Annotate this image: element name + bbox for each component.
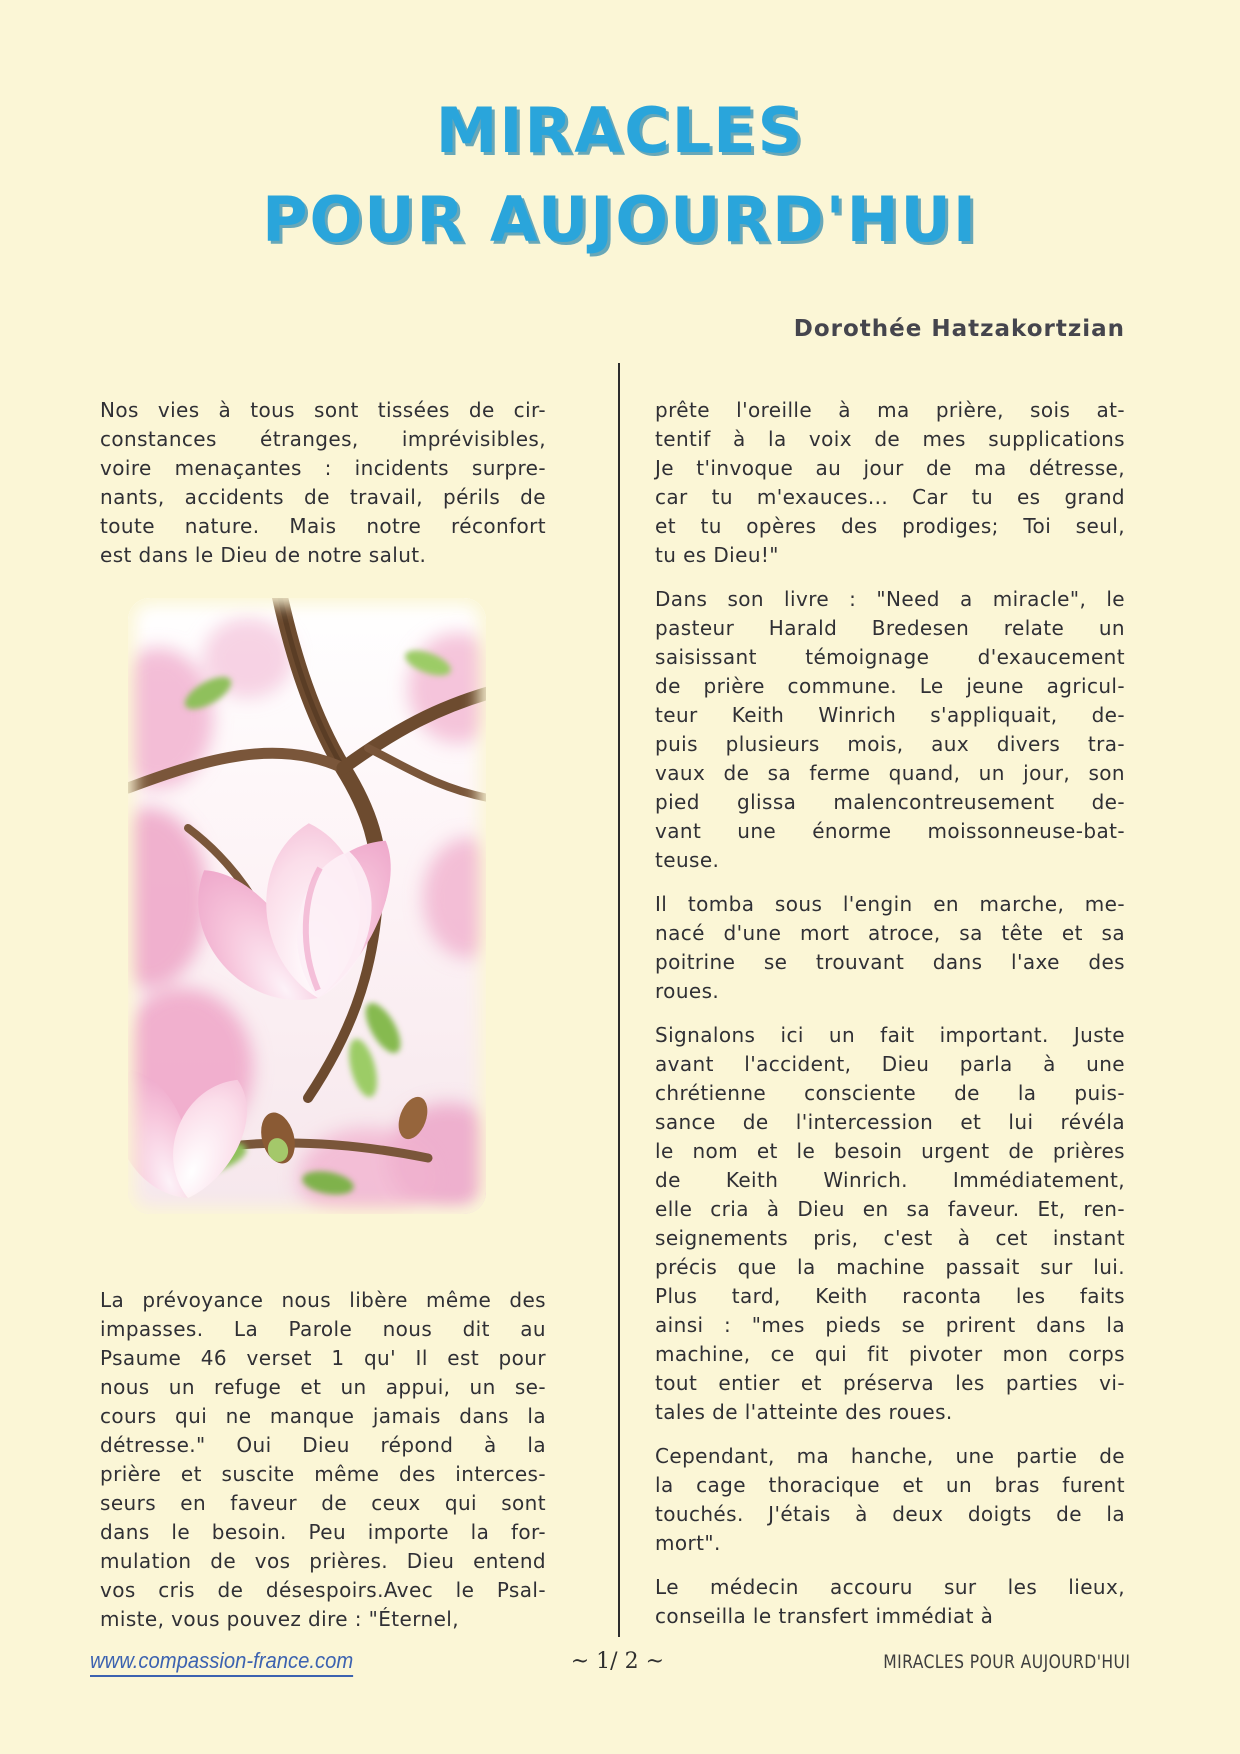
text-line: teuse. bbox=[655, 848, 720, 872]
text-line: roues. bbox=[655, 979, 720, 1003]
text-line: le nom et le besoin urgent de prières bbox=[655, 1139, 1125, 1163]
page-title-line-1: MIRACLES bbox=[435, 94, 805, 167]
text-line: miste, vous pouvez dire : "Éternel, bbox=[100, 1607, 459, 1631]
paragraph bbox=[655, 890, 1125, 1006]
text-line: Nos vies à tous sont tissées de cir- bbox=[100, 398, 546, 422]
text-line: Le médecin accouru sur les lieux, bbox=[655, 1575, 1125, 1599]
text-line: de Keith Winrich. Immédiatement, bbox=[655, 1168, 1125, 1192]
author-name: Dorothée Hatzakortzian bbox=[793, 316, 1125, 342]
text-line: car tu m'exauces... Car tu es grand bbox=[655, 485, 1125, 509]
page-title bbox=[0, 86, 1240, 264]
text-line: machine, ce qui fit pivoter mon corps bbox=[655, 1342, 1125, 1366]
text-line: Psaume 46 verset 1 qu' Il est pour bbox=[100, 1346, 546, 1370]
text-line: constances étranges, imprévisibles, bbox=[100, 427, 546, 451]
text-line: prière et suscite même des interces- bbox=[100, 1462, 546, 1486]
text-line: La prévoyance nous libère même des bbox=[100, 1288, 546, 1312]
text-line: vaux de sa ferme quand, un jour, son bbox=[655, 761, 1125, 785]
paragraph bbox=[655, 585, 1125, 875]
text-line: et tu opères des prodiges; Toi seul, bbox=[655, 514, 1125, 538]
text-line: seignements pris, c'est à cet instant bbox=[655, 1226, 1125, 1250]
column-divider bbox=[618, 363, 620, 1637]
left-column bbox=[100, 396, 546, 1634]
text-line: pied glissa malencontreusement de- bbox=[655, 790, 1125, 814]
text-line: mulation de vos prières. Dieu entend bbox=[100, 1549, 546, 1573]
text-line: seurs en faveur de ceux qui sont bbox=[100, 1491, 546, 1515]
text-line: tales de l'atteinte des roues. bbox=[655, 1400, 953, 1424]
magnolia-photo-illustration bbox=[128, 598, 486, 1214]
paragraph bbox=[655, 396, 1125, 570]
text-line: poitrine se trouvant dans l'axe des bbox=[655, 950, 1125, 974]
text-line: vos cris de désespoirs.Avec le Psal- bbox=[100, 1578, 546, 1602]
text-line: pasteur Harald Bredesen relate un bbox=[655, 616, 1125, 640]
website-link[interactable]: www.compassion-france.com bbox=[90, 1648, 353, 1677]
left-paragraph-1 bbox=[100, 396, 546, 570]
text-line: la cage thoracique et un bras furent bbox=[655, 1473, 1125, 1497]
right-column bbox=[655, 396, 1125, 1631]
paragraph bbox=[655, 1442, 1125, 1558]
text-line: détresse." Oui Dieu répond à la bbox=[100, 1433, 546, 1457]
text-line: de prière commune. Le jeune agricul- bbox=[655, 674, 1125, 698]
text-line: Signalons ici un fait important. Juste bbox=[655, 1023, 1125, 1047]
text-line: puis plusieurs mois, aux divers tra- bbox=[655, 732, 1125, 756]
page-indicator: ~ 1/ 2 ~ bbox=[570, 1649, 665, 1674]
text-line: mort". bbox=[655, 1531, 721, 1555]
paragraph bbox=[655, 1573, 1125, 1631]
left-paragraph-2 bbox=[100, 1286, 546, 1634]
text-line: nous un refuge et un appui, un se- bbox=[100, 1375, 546, 1399]
text-line: avant l'accident, Dieu parla à une bbox=[655, 1052, 1125, 1076]
text-line: saisissant témoignage d'exaucement bbox=[655, 645, 1125, 669]
text-line: vant une énorme moissonneuse-bat- bbox=[655, 819, 1125, 843]
text-line: Dans son livre : "Need a miracle", le bbox=[655, 587, 1125, 611]
text-line: ainsi : "mes pieds se prirent dans la bbox=[655, 1313, 1125, 1337]
footer bbox=[90, 1648, 1130, 1677]
running-title-footer: MIRACLES POUR AUJOURD'HUI bbox=[882, 1651, 1130, 1673]
text-line: précis que la machine passait sur lui. bbox=[655, 1255, 1125, 1279]
text-line: prête l'oreille à ma prière, sois at- bbox=[655, 398, 1125, 422]
text-line: Il tomba sous l'engin en marche, me- bbox=[655, 892, 1125, 916]
text-line: elle cria à Dieu en sa faveur. Et, ren- bbox=[655, 1197, 1125, 1221]
text-line: tout entier et préserva les parties vi- bbox=[655, 1371, 1125, 1395]
text-line: voire menaçantes : incidents surpre- bbox=[100, 456, 546, 480]
text-line: impasses. La Parole nous dit au bbox=[100, 1317, 546, 1341]
magnolia-photo bbox=[128, 598, 486, 1214]
text-line: dans le besoin. Peu importe la for- bbox=[100, 1520, 546, 1544]
text-line: teur Keith Winrich s'appliquait, de- bbox=[655, 703, 1125, 727]
text-line: Cependant, ma hanche, une partie de bbox=[655, 1444, 1125, 1468]
paragraph bbox=[655, 1021, 1125, 1427]
text-line: cours qui ne manque jamais dans la bbox=[100, 1404, 546, 1428]
text-line: touchés. J'étais à deux doigts de la bbox=[655, 1502, 1125, 1526]
text-line: Je t'invoque au jour de ma détresse, bbox=[655, 456, 1125, 480]
page-title-line-2: POUR AUJOURD'HUI bbox=[262, 183, 978, 256]
text-line: sance de l'intercession et lui révéla bbox=[655, 1110, 1125, 1134]
text-line: tentif à la voix de mes supplications bbox=[655, 427, 1125, 451]
text-line: tu es Dieu!" bbox=[655, 543, 779, 567]
text-line: nacé d'une mort atroce, sa tête et sa bbox=[655, 921, 1125, 945]
text-line: est dans le Dieu de notre salut. bbox=[100, 543, 427, 567]
text-line: nants, accidents de travail, périls de bbox=[100, 485, 546, 509]
text-line: conseilla le transfert immédiat à bbox=[655, 1604, 994, 1628]
text-line: toute nature. Mais notre réconfort bbox=[100, 514, 546, 538]
text-line: Plus tard, Keith raconta les faits bbox=[655, 1284, 1125, 1308]
text-line: chrétienne consciente de la puis- bbox=[655, 1081, 1125, 1105]
